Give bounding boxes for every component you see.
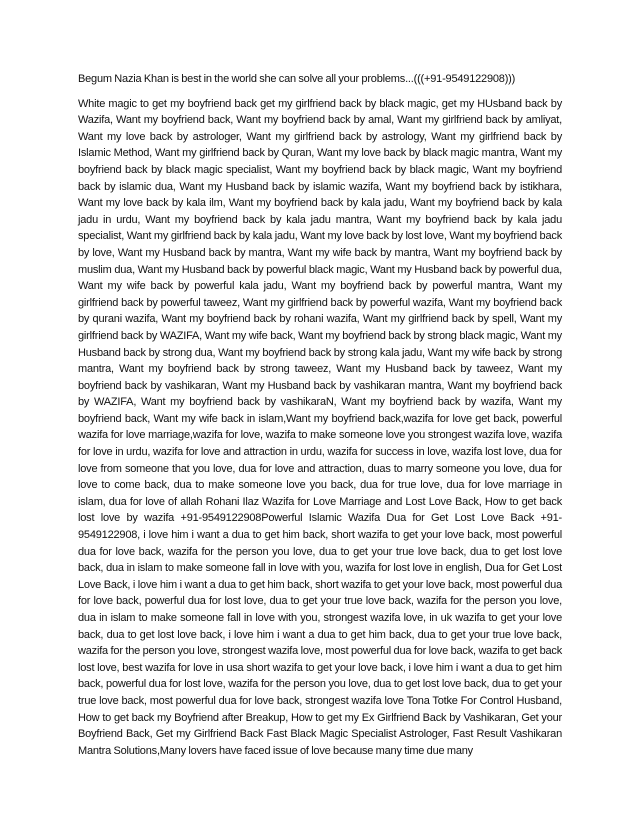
document-body-paragraph: White magic to get my boyfriend back get my girlfriend back by black magic, get my HUsband back by Wazifa, Want my boyfriend back, Want my boyfriend back by amal, Want my girlfriend back by amliyat, Want my love back by astrologer, Want my girlfriend back by astrology, Want my girlfriend back by Islamic Method, Want my girlfriend back by Quran, Want my love back by black magic mantra, Want my boyfriend back by black magic specialist, Want my boyfriend back by black magic, Want my boyfriend back by islamic dua, Want my Husband back by islamic wazifa, Want my boyfriend back by istikhara, Want my love back by kala ilm, Want my boyfriend back by kala jadu, Want my boyfriend back by kala jadu in urdu, Want my boyfriend back by kala jadu mantra, Want my boyfriend back by kala jadu specialist, Want my girlfriend back by kala jadu, Want my love back by lost love, Want my boyfriend back by love, Want my Husband back by mantra, Want my wife back by mantra, Want my boyfriend back by muslim dua, Want my Husband back by powerful black magic, Want my Husband back by powerful dua, Want my wife back by powerful kala jadu, Want my boyfriend back by powerful mantra, Want my girlfriend back by powerful taweez, Want my girlfriend back by powerful wazifa, Want my boyfriend back by qurani wazifa, Want my boyfriend back by rohani wazifa, Want my girlfriend back by spell, Want my girlfriend back by WAZIFA, Want my wife back, Want my boyfriend back by strong black magic, Want my Husband back by strong dua, Want my boyfriend back by strong kala jadu, Want my wife back by strong mantra, Want my boyfriend back by strong taweez, Want my Husband back by taweez, Want my boyfriend back by vashikaran, Want my Husband back by vashikaran mantra, Want my boyfriend back by WAZIFA, Want my boyfriend back by vashikaraN, Want my boyfriend back by wazifa, Want my boyfriend back, Want my wife back in islam,Want my boyfriend back,wazifa for love get back, powerful wazifa for love marriage,wazifa for love, wazifa to make someone love you strongest wazifa love, wazifa for love in urdu, wazifa for love and attraction in urdu, wazifa for success in love, wazifa lost love, dua for love from someone that you love, dua for love and attraction, duas to marry someone you love, dua for love to come back, dua to make someone love you back, dua for true love, dua for love marriage in islam, dua for love of allah Rohani Ilaz Wazifa for Love Marriage and Lost Love Back, How to get back lost love by wazifa +91-9549122908Powerful Islamic Wazifa Dua for Get Lost Love Back +91-9549122908, i love him i want a dua to get him back, short wazifa to get your love back, most powerful dua for love back, wazifa for the person you love, dua to get your true love back, dua to get lost love back, dua in islam to make someone fall in love with you, wazifa for lost love in english, Dua for Get Lost Love Back, i love him i want a dua to get him back, short wazifa to get your love back, most powerful dua for love back, powerful dua for lost love, dua to get your true love back, wazifa for the person you love, dua in islam to make someone fall in love with you, strongest wazifa love, in uk wazifa to get your love back, dua to get lost love back, i love him i want a dua to get him back, dua to get your true love back, wazifa for the person you love, strongest wazifa love, most powerful dua for love back, wazifa to get back lost love, best wazifa for love in usa short wazifa to get your love back, i love him i want a dua to get him back, powerful dua for lost love, wazifa for the person you love, dua to get lost love back, dua to get your true love back, most powerful dua for love back, strongest wazifa love Tona Totke For Control Husband, How to get back my Boyfriend after Breakup, How to get my Ex Girlfriend Back by Vashikaran, Get your Boyfriend Back, Get my Girlfriend Back Fast Black Magic Specialist Astrologer, Fast Result Vashikaran Mantra Solutions,Many lovers have faced issue of love because many time due many [78,97,562,757]
document-heading: Begum Nazia Khan is best in the world she can solve all your problems...(((+91-9549122908))) [78,73,516,85]
document-content [78,71,562,759]
